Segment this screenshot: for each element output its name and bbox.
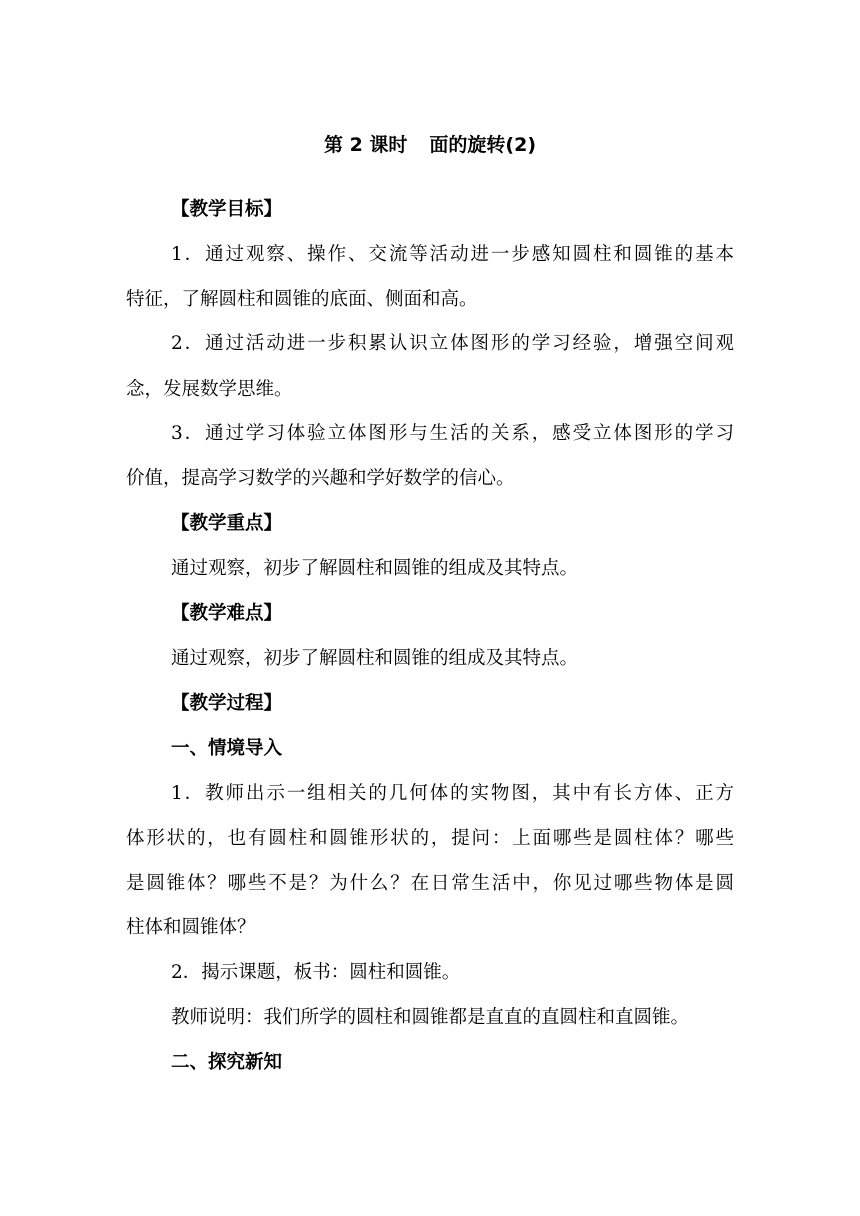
objective-1-line-2: 特征，了解圆柱和圆锥的底面、侧面和高。 (126, 289, 478, 310)
objective-3-line-2: 价值，提高学习数学的兴趣和学好数学的信心。 (126, 468, 515, 489)
objective-2-line-2: 念，发展数学思维。 (126, 379, 293, 400)
process-heading: 【教学过程】 (171, 693, 283, 714)
lesson-topic: 面的旋转(2) (429, 134, 537, 156)
step-1-line-4: 柱体和圆锥体？ (126, 917, 256, 938)
lesson-number: 第 2 课时 (323, 134, 408, 156)
difficulties-heading: 【教学难点】 (171, 603, 283, 624)
step-1-line-3: 是圆锥体？哪些不是？为什么？在日常生活中，你见过哪些物体是圆 (126, 873, 734, 894)
objective-1-line-1: 1．通过观察、操作、交流等活动进一步感知圆柱和圆锥的基本 (171, 244, 734, 265)
teacher-note: 教师说明：我们所学的圆柱和圆锥都是直直的直圆柱和直圆锥。 (171, 1007, 690, 1028)
key-points-text: 通过观察，初步了解圆柱和圆锥的组成及其特点。 (171, 558, 579, 579)
part-2-heading: 二、探究新知 (171, 1052, 283, 1073)
difficulties-text: 通过观察，初步了解圆柱和圆锥的组成及其特点。 (171, 648, 579, 669)
lesson-title (0, 131, 860, 159)
step-1-line-2: 体形状的，也有圆柱和圆锥形状的，提问：上面哪些是圆柱体？哪些 (126, 828, 734, 849)
objectives-heading: 【教学目标】 (171, 199, 283, 220)
objective-2-line-1: 2．通过活动进一步积累认识立体图形的学习经验，增强空间观 (171, 333, 734, 354)
step-1-line-1: 1．教师出示一组相关的几何体的实物图，其中有长方体、正方 (171, 783, 734, 804)
key-points-heading: 【教学重点】 (171, 513, 283, 534)
step-2-line-1: 2．揭示课题，板书：圆柱和圆锥。 (171, 962, 461, 983)
objective-3-line-1: 3．通过学习体验立体图形与生活的关系，感受立体图形的学习 (171, 423, 734, 444)
part-1-heading: 一、情境导入 (171, 738, 283, 759)
